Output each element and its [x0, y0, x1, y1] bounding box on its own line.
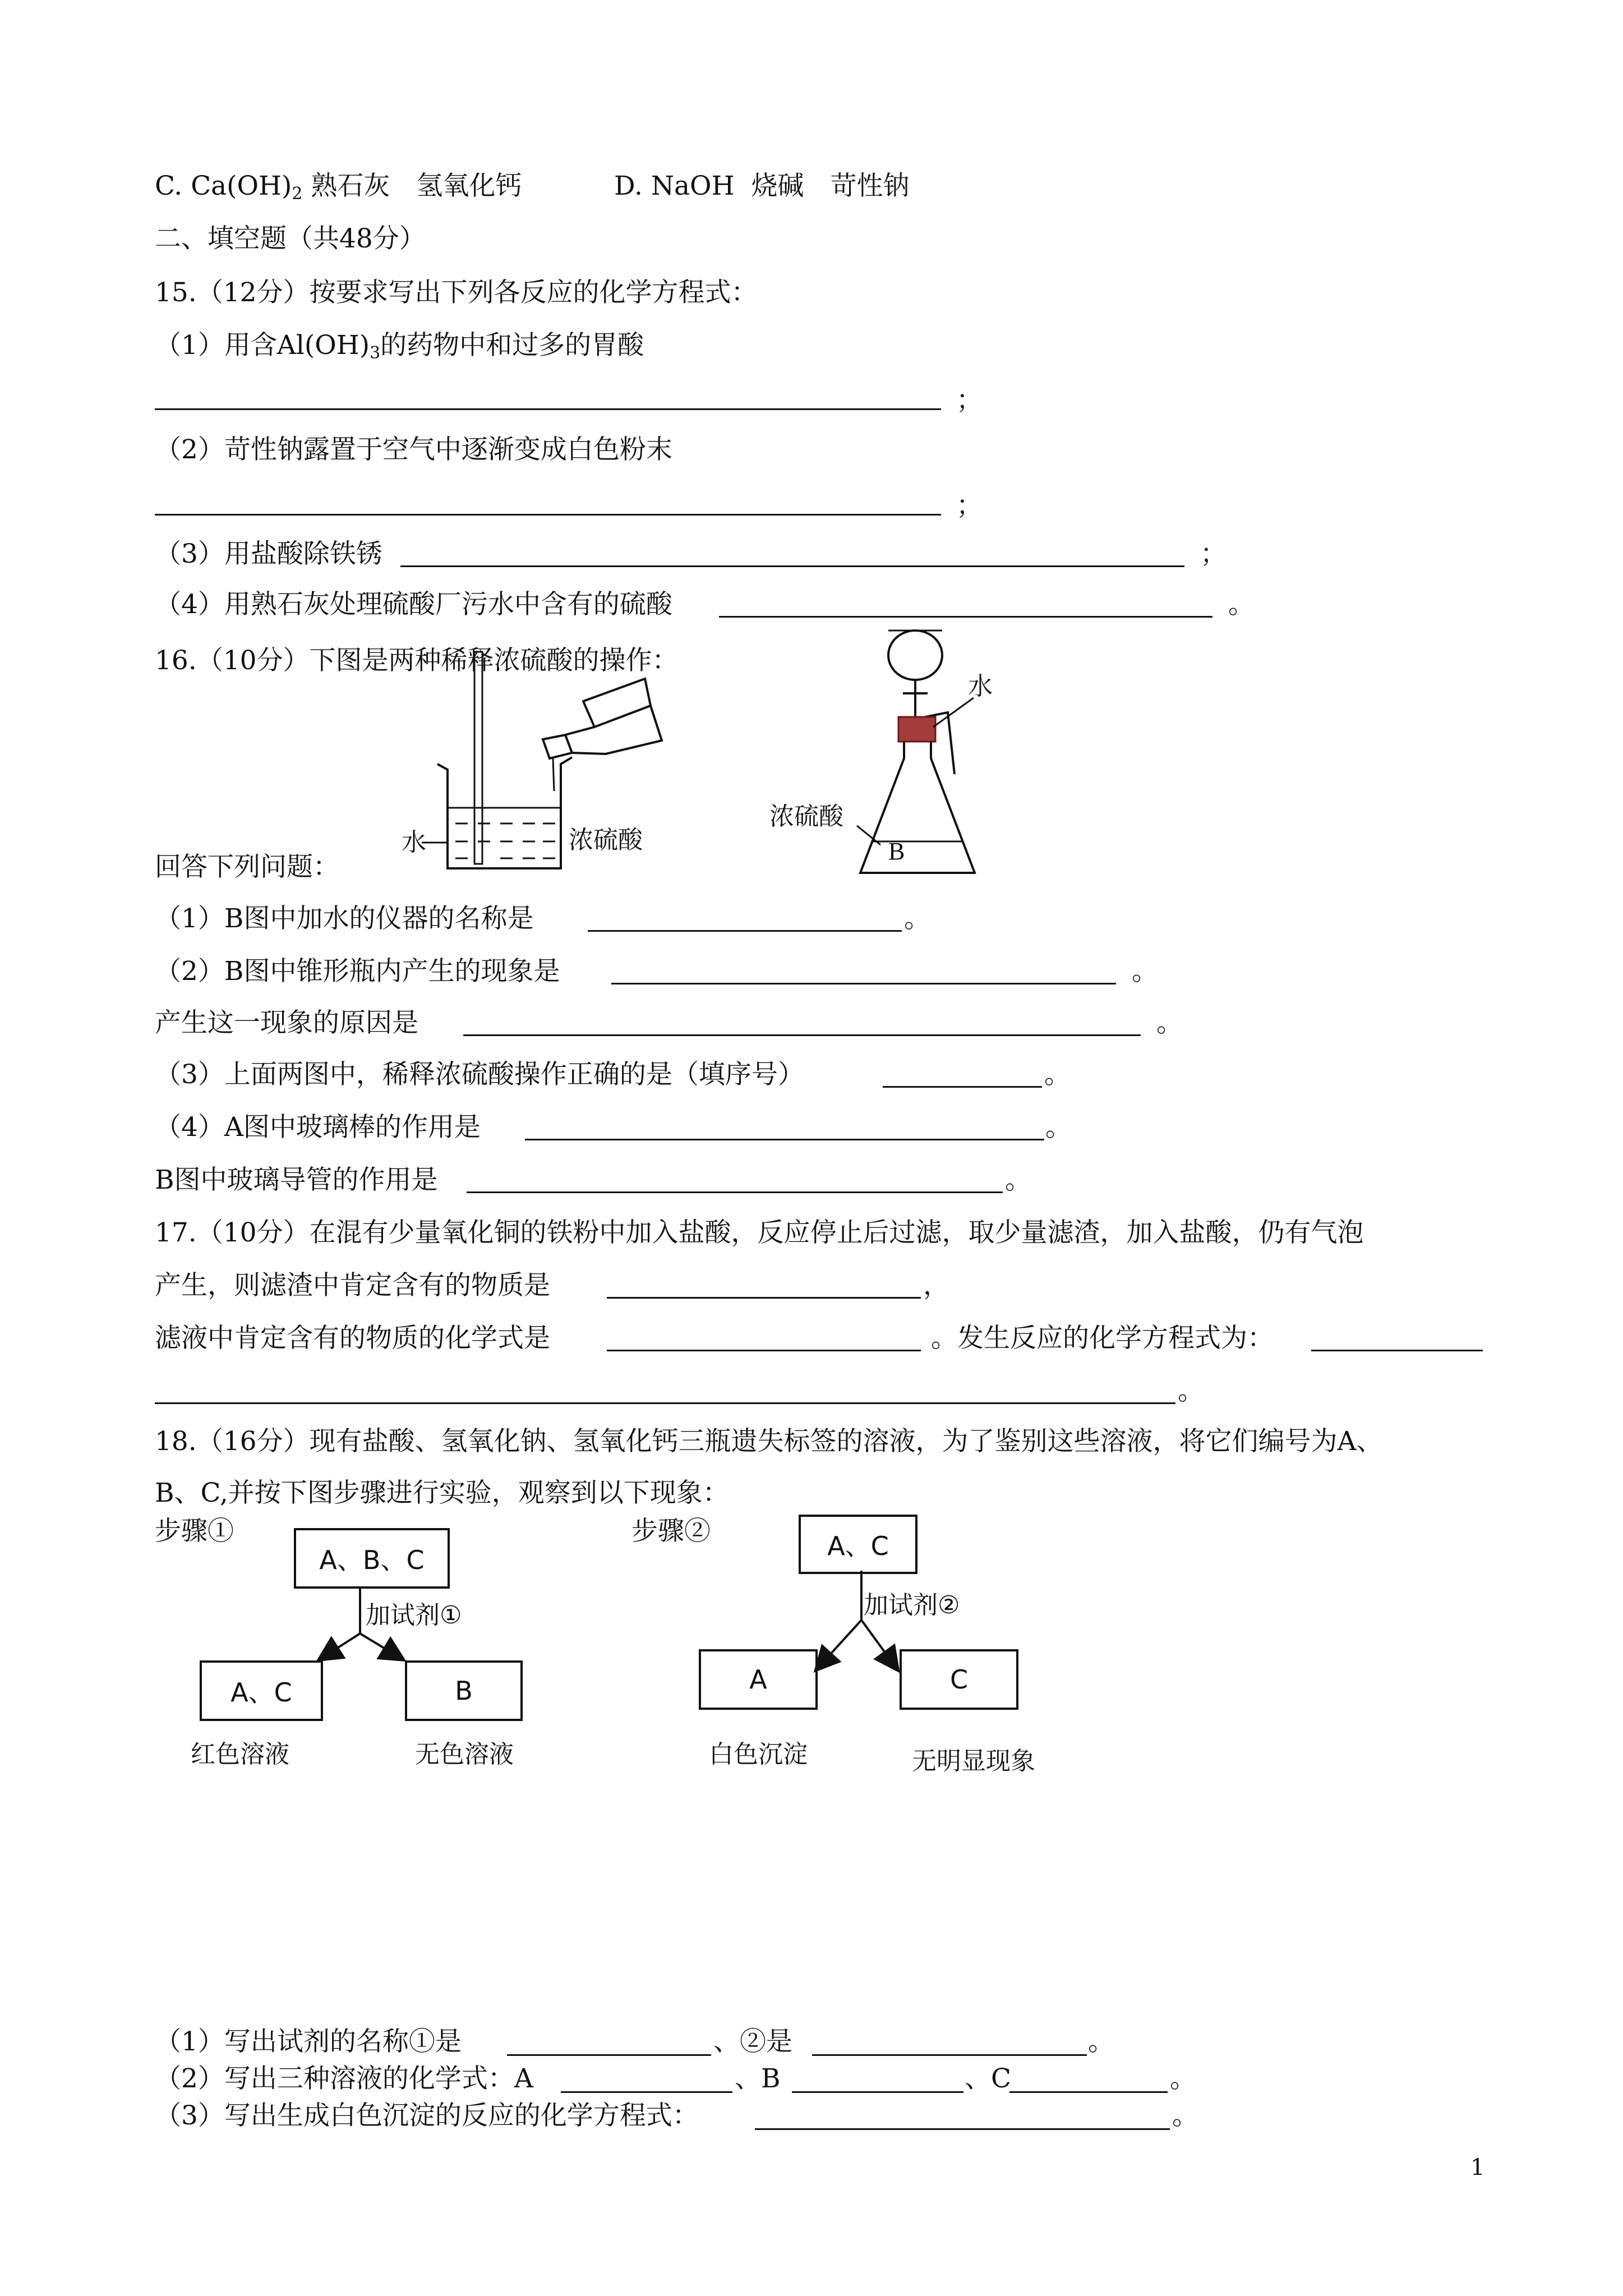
q15-part3: （3）用盐酸除铁锈: [155, 539, 382, 569]
q16-part2-end: 。: [1132, 956, 1158, 987]
step2-right-observation: 无明显现象: [912, 1747, 1035, 1775]
q16-part3-end: 。: [1044, 1059, 1071, 1090]
q15-part1: （1）用含$Al(OH)_3$的药物中和过多的胃酸: [155, 330, 644, 363]
q15-part4-end: 。: [1228, 589, 1255, 620]
q15-part2: （2）苛性钠露置于空气中逐渐变成白色粉末: [155, 434, 672, 465]
q16-part4-end: 。: [1045, 1112, 1072, 1143]
step2-top-box: A、C: [799, 1515, 917, 1574]
page-number: 1: [1470, 2155, 1485, 2180]
q18-part3: （3）写出生成白色沉淀的反应的化学方程式：: [155, 2100, 699, 2131]
section-title: 二、填空题（共48分）: [155, 223, 426, 254]
q17-comma: ，: [923, 1270, 949, 1301]
q18-line1: 18.（16分）现有盐酸、氢氧化钠、氢氧化钙三瓶遗失标签的溶液，为了鉴别这些溶液，将它们编号为A、: [155, 1426, 1383, 1457]
step1-top-box: A、B、C: [294, 1528, 450, 1589]
q15-part1-end: ；: [956, 385, 983, 416]
q18-reagent1-blank[interactable]: [507, 2054, 711, 2056]
q18-part2b: 、B: [735, 2063, 781, 2094]
q16-part1: （1）B图中加水的仪器的名称是: [155, 903, 534, 934]
step1-reagent-label: 加试剂①: [366, 1601, 462, 1630]
q18-part1a: （1）写出试剂的名称①是: [155, 2026, 462, 2057]
q17-line1: 17.（10分）在混有少量氧化铜的铁粉中加入盐酸，反应停止后过滤，取少量滤渣，加入盐酸，仍有气泡: [155, 1217, 1364, 1248]
q16-part4b-end: 。: [1005, 1165, 1031, 1195]
step2-right-box: C: [900, 1649, 1018, 1710]
step1-right-box: B: [405, 1660, 523, 1721]
q18-reagent2-blank[interactable]: [812, 2054, 1087, 2056]
q18-part3-end: 。: [1172, 2100, 1198, 2131]
q16-part4: （4）A图中玻璃棒的作用是: [155, 1112, 481, 1143]
step1-left-observation: 红色溶液: [191, 1740, 289, 1769]
step2-left-observation: 白色沉淀: [709, 1740, 808, 1769]
q15-part2-end: ；: [956, 490, 983, 521]
step1-left-box: A、C: [200, 1660, 323, 1721]
q15-stem: 15.（12分）按要求写出下列各反应的化学方程式：: [155, 277, 758, 308]
q17-line2: 产生，则滤渣中肯定含有的物质是: [155, 1270, 550, 1301]
q16-answer-prompt: 回答下列问题：: [155, 852, 339, 882]
q18-part2-end: 。: [1170, 2063, 1196, 2094]
q18-part1b: 、②是: [713, 2026, 792, 2057]
q18-formula-c-blank[interactable]: [1009, 2091, 1168, 2093]
option-d: D. NaOH 烧碱 苛性钠: [614, 171, 910, 201]
option-c: C. $Ca(OH)_2$ 熟石灰 氢氧化钙: [155, 171, 522, 204]
fig-b-acid-label: 浓硫酸: [769, 802, 843, 831]
q18-formula-b-blank[interactable]: [792, 2091, 963, 2093]
fig-b-water-label: 水: [968, 672, 993, 701]
q16-stem: 16.（10分）下图是两种稀释浓硫酸的操作：: [155, 645, 679, 676]
step2-title: 步骤②: [631, 1516, 711, 1547]
fig-a-water-label: 水: [402, 828, 426, 857]
q15-part3-end: ；: [1200, 539, 1227, 569]
q18-formula-a-blank[interactable]: [561, 2091, 732, 2093]
fig-a-acid-label: 浓硫酸: [569, 826, 643, 854]
q16-part2b-end: 。: [1156, 1007, 1183, 1038]
step1-title: 步骤①: [155, 1516, 234, 1547]
q15-part4: （4）用熟石灰处理硫酸厂污水中含有的硫酸: [155, 589, 672, 620]
q17-line3b: 。发生反应的化学方程式为：: [931, 1323, 1274, 1354]
q18-equation-blank[interactable]: [755, 2128, 1170, 2130]
step2-left-box: A: [699, 1649, 818, 1710]
q18-part2a: （2）写出三种溶液的化学式：A: [155, 2063, 533, 2094]
q18-line2: B、C,并按下图步骤进行实验，观察到以下现象：: [155, 1478, 729, 1508]
q16-part1-end: 。: [904, 903, 930, 934]
fig-b-label: B: [888, 838, 905, 865]
q16-part3: （3）上面两图中，稀释浓硫酸操作正确的是（填序号）: [155, 1059, 804, 1090]
q16-part2: （2）B图中锥形瓶内产生的现象是: [155, 956, 560, 987]
q18-part2c: 、C: [965, 2063, 1011, 2094]
q17-period: 。: [1178, 1375, 1204, 1406]
step2-reagent-label: 加试剂②: [864, 1591, 960, 1619]
q17-line3a: 滤液中肯定含有的物质的化学式是: [155, 1323, 550, 1354]
q16-part4b: B图中玻璃导管的作用是: [155, 1165, 438, 1195]
q18-part1-end: 。: [1088, 2026, 1114, 2057]
step1-right-observation: 无色溶液: [415, 1740, 514, 1769]
q16-part2b: 产生这一现象的原因是: [155, 1007, 418, 1038]
